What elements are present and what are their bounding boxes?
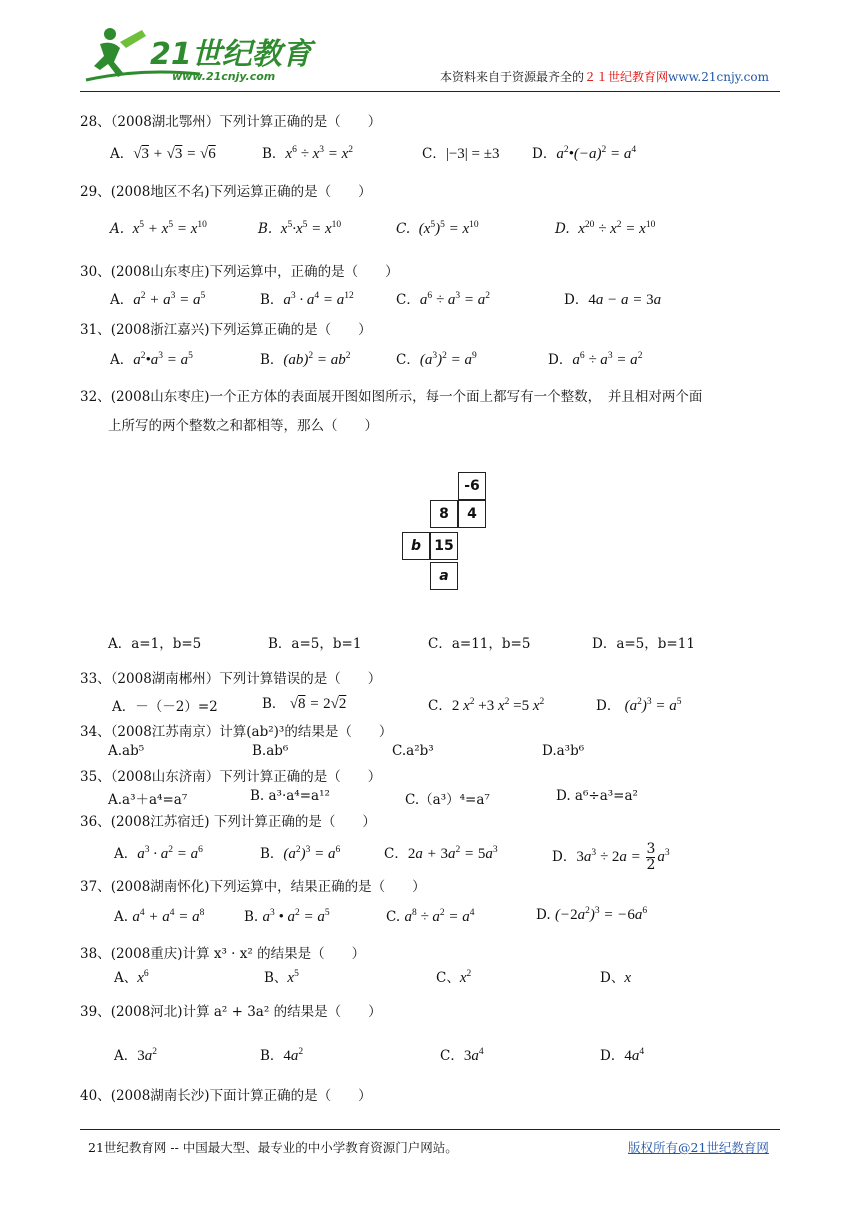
question-32-line2: 上所写的两个整数之和都相等，那么（ ）: [108, 418, 378, 434]
q34-option-d: D.a³b⁶: [542, 743, 585, 759]
question-39: 39、(2008河北)计算 a² + 3a² 的结果是（ ）: [80, 1004, 382, 1020]
q37-option-d: D. $(-2a^2)^3 = -6a^6$: [536, 906, 648, 923]
net-cell: b: [402, 532, 430, 560]
q34-option-b: B.ab⁶: [252, 743, 289, 759]
footer-copyright-link[interactable]: 版权所有@21世纪教育网: [628, 1140, 769, 1155]
q28-option-c: C．|−3| = ±3: [422, 146, 500, 162]
q36-option-b: B．$(a^2)^3 = a^6$: [260, 845, 341, 862]
net-cell: 8: [430, 500, 458, 528]
question-28: 28、（2008湖北鄂州）下列计算正确的是（ ）: [80, 114, 382, 130]
q32-option-d: D．a=5，b=11: [592, 636, 695, 652]
q33-option-b: B． √8 = 2√2: [262, 696, 347, 712]
q36-option-a: A．$a^3 \cdot a^2 = a^6$: [114, 845, 203, 862]
q35-option-b: B. a³·a⁴=a¹²: [250, 788, 330, 804]
question-31: 31、(2008浙江嘉兴)下列运算正确的是（ ）: [80, 322, 372, 338]
q33-option-a: A．－（－2）=2: [112, 699, 218, 715]
q30-option-a: A．$a^2 + a^3 = a^5$: [110, 291, 206, 308]
net-cell: a: [430, 562, 458, 590]
footer-text: 21世纪教育网 -- 中国最大型、最专业的中小学教育资源门户网站。: [88, 1140, 458, 1155]
question-36: 36、(2008江苏宿迁) 下列计算正确的是（ ）: [80, 814, 376, 830]
q38-option-b: B、$x^5$: [264, 969, 299, 986]
question-37: 37、(2008湖南怀化)下列运算中，结果正确的是（ ）: [80, 879, 426, 895]
q30-option-b: B．$a^3 \cdot a^4 = a^{12}$: [260, 291, 354, 308]
q36-option-d: D．$3a^3 \div 2a$ = $\frac{3}{2}$ $a^3$: [552, 841, 670, 873]
q36-option-c: C．$2a + 3a^2 = 5a^3$: [384, 845, 498, 862]
net-cell: -6: [458, 472, 486, 500]
q29-option-a: A. $x^5 + x^5 = x^{10}$: [110, 220, 207, 237]
question-38: 38、(2008重庆)计算 x³ · x² 的结果是（ ）: [80, 946, 366, 962]
q30-option-c: C．$a^6 \div a^3 = a^2$: [396, 291, 490, 308]
footer-divider: [80, 1129, 780, 1130]
header-source-site: ２１世纪教育网: [584, 70, 669, 84]
q29-option-c: C. $(x^5)^5 = x^{10}$: [396, 220, 479, 237]
question-40: 40、(2008湖南长沙)下面计算正确的是（ ）: [80, 1088, 372, 1104]
q29-option-b: B. $x^5\cdot x^5 = x^{10}$: [258, 220, 342, 237]
q28-option-b: B．$x^6 \div x^3 = x^2$: [262, 145, 354, 162]
net-cell: 4: [458, 500, 486, 528]
q28-option-d: D．$a^2•(-a)^2 = a^4$: [532, 145, 637, 162]
q39-option-d: D．$4a^4$: [600, 1047, 645, 1064]
q32-option-a: A．a=1，b=5: [108, 636, 202, 652]
q31-option-b: B．$(ab)^2 = ab^2$: [260, 351, 351, 368]
q39-option-a: A．$3a^2$: [114, 1047, 157, 1064]
header-source: 本资料来自于资源最齐全的２１世纪教育网www.21cnjy.com: [440, 70, 769, 84]
q30-option-d: D．4a − a = 3a: [564, 292, 662, 308]
q35-option-d: D. a⁶÷a³=a²: [556, 788, 638, 804]
q31-option-c: C．$(a^3)^2 = a^9$: [396, 351, 477, 368]
net-cell: 15: [430, 532, 458, 560]
q34-option-c: C.a²b³: [392, 743, 434, 759]
q35-option-a: A.a³＋a⁴=a⁷: [108, 792, 188, 808]
q32-option-b: B．a=5，b=1: [268, 636, 362, 652]
site-logo: [80, 22, 320, 84]
q37-option-c: C. $a^8 \div a^2 = a^4$: [386, 908, 475, 925]
q33-option-c: C．2 $x^2 +3$ $x^2 =5$ $x^2$: [428, 697, 545, 714]
q38-option-a: A、$x^6$: [114, 969, 149, 986]
question-30: 30、(2008山东枣庄)下列运算中，正确的是（ ）: [80, 264, 399, 280]
question-35: 35、（2008山东济南）下列计算正确的是（ ）: [80, 769, 382, 785]
q37-option-a: A. $a^4 + a^4 = a^8$: [114, 908, 205, 925]
q39-option-b: B．$4a^2$: [260, 1047, 304, 1064]
question-34: 34、（2008江苏南京）计算(ab²)³的结果是（ ）: [80, 724, 393, 740]
q38-option-d: D、x: [600, 970, 631, 986]
q33-option-d: D． $(a^2)^3 = a^5$: [596, 697, 682, 714]
q37-option-b: B. $a^3$ • $a^2 = a^5$: [244, 908, 330, 925]
header-divider: [80, 91, 780, 92]
q31-option-d: D．$a^6 \div a^3 = a^2$: [548, 351, 643, 368]
logo-url: www.21cnjy.com: [172, 70, 276, 83]
q35-option-c: C.（a³）⁴=a⁷: [405, 792, 490, 808]
question-29: 29、(2008地区不名)下列运算正确的是（ ）: [80, 184, 372, 200]
question-33: 33、（2008湖南郴州）下列计算错误的是（ ）: [80, 671, 382, 687]
header-source-url[interactable]: www.21cnjy.com: [668, 70, 769, 84]
q31-option-a: A．$a^2•a^3 = a^5$: [110, 351, 193, 368]
q32-option-c: C．a=11，b=5: [428, 636, 531, 652]
cube-net-figure: [398, 468, 493, 598]
q28-option-a: A．√3 + √3 = √6: [110, 146, 216, 162]
question-32: 32、(2008山东枣庄)一个正方体的表面展开图如图所示，每一个面上都写有一个整数， 并且相对两个面: [80, 389, 703, 405]
q29-option-d: D. $x^{20} \div x^2 = x^{10}$: [555, 220, 656, 237]
q38-option-c: C、$x^2$: [436, 969, 472, 986]
q39-option-c: C．$3a^4$: [440, 1047, 484, 1064]
logo-text: 21世纪教育: [150, 37, 312, 72]
q34-option-a: A.ab⁵: [108, 743, 145, 759]
